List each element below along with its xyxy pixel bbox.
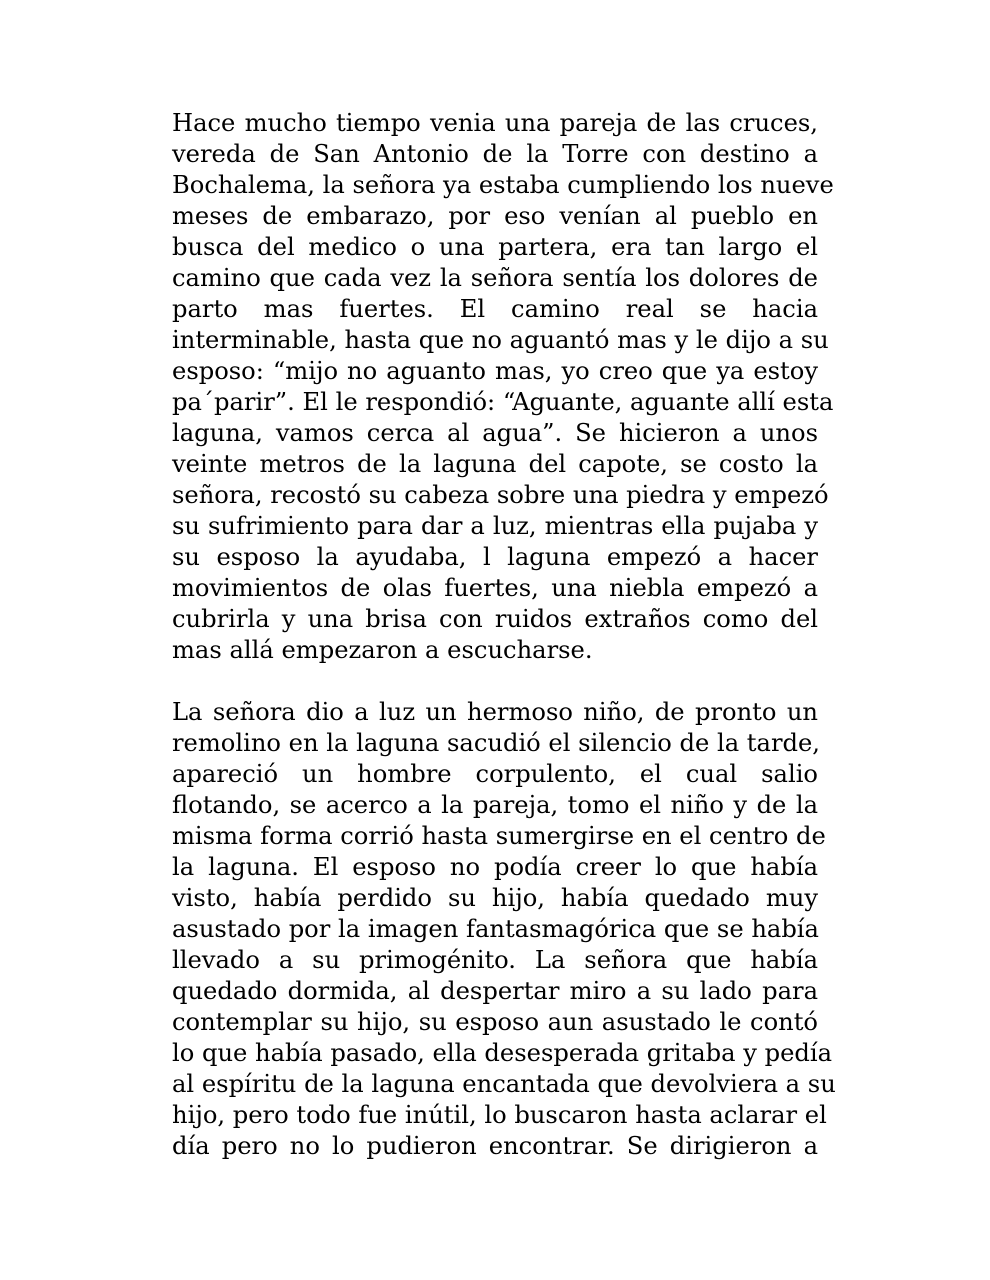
text-line: lo que había pasado, ella desesperada gritaba y pedía bbox=[172, 1039, 833, 1067]
text-line: su esposo la ayudaba, l laguna empezó a hacer bbox=[172, 543, 818, 571]
text-line: interminable, hasta que no aguantó mas y le dijo a su bbox=[172, 326, 829, 354]
text-line: contemplar su hijo, su esposo aun asustado le contó bbox=[172, 1008, 818, 1036]
text-line: apareció un hombre corpulento, el cual salio bbox=[172, 760, 818, 788]
document-body bbox=[172, 108, 836, 1162]
text-line: esposo: “mijo no aguanto mas, yo creo que ya estoy bbox=[172, 357, 818, 385]
text-line: misma forma corrió hasta sumergirse en el centro de bbox=[172, 822, 826, 850]
text-line: visto, había perdido su hijo, había quedado muy bbox=[172, 884, 818, 912]
paragraph-1 bbox=[172, 108, 834, 666]
text-line: busca del medico o una partera, era tan largo el bbox=[172, 233, 818, 261]
text-line: flotando, se acerco a la pareja, tomo el niño y de la bbox=[172, 791, 818, 819]
text-line: llevado a su primogénito. La señora que había bbox=[172, 946, 818, 974]
text-line: día pero no lo pudieron encontrar. Se dirigieron a bbox=[172, 1132, 818, 1160]
text-line: veinte metros de la laguna del capote, se costo la bbox=[172, 450, 818, 478]
text-line: remolino en la laguna sacudió el silencio de la tarde, bbox=[172, 729, 820, 757]
text-line: quedado dormida, al despertar miro a su lado para bbox=[172, 977, 818, 1005]
text-line: Hace mucho tiempo venia una pareja de las cruces, bbox=[172, 109, 818, 137]
text-line: al espíritu de la laguna encantada que devolviera a su bbox=[172, 1070, 836, 1098]
text-line: su sufrimiento para dar a luz, mientras ella pujaba y bbox=[172, 512, 818, 540]
text-line: movimientos de olas fuertes, una niebla empezó a bbox=[172, 574, 818, 602]
text-line: la laguna. El esposo no podía creer lo que había bbox=[172, 853, 818, 881]
text-line: Bochalema, la señora ya estaba cumpliendo los nueve bbox=[172, 171, 834, 199]
text-line: mas allá empezaron a escucharse. bbox=[172, 636, 593, 664]
paragraph-2 bbox=[172, 697, 836, 1162]
text-line: señora, recostó su cabeza sobre una piedra y empezó bbox=[172, 481, 829, 509]
text-line: pa´parir”. El le respondió: “Aguante, aguante allí esta bbox=[172, 388, 834, 416]
text-line: asustado por la imagen fantasmagórica que se había bbox=[172, 915, 819, 943]
text-line: parto mas fuertes. El camino real se hacia bbox=[172, 295, 818, 323]
text-line: La señora dio a luz un hermoso niño, de pronto un bbox=[172, 698, 818, 726]
text-line: camino que cada vez la señora sentía los dolores de bbox=[172, 264, 818, 292]
text-line: vereda de San Antonio de la Torre con destino a bbox=[172, 140, 818, 168]
text-line: meses de embarazo, por eso venían al pueblo en bbox=[172, 202, 818, 230]
text-line: laguna, vamos cerca al agua”. Se hicieron a unos bbox=[172, 419, 818, 447]
text-line: hijo, pero todo fue inútil, lo buscaron hasta aclarar el bbox=[172, 1101, 827, 1129]
text-line: cubrirla y una brisa con ruidos extraños como del bbox=[172, 605, 818, 633]
